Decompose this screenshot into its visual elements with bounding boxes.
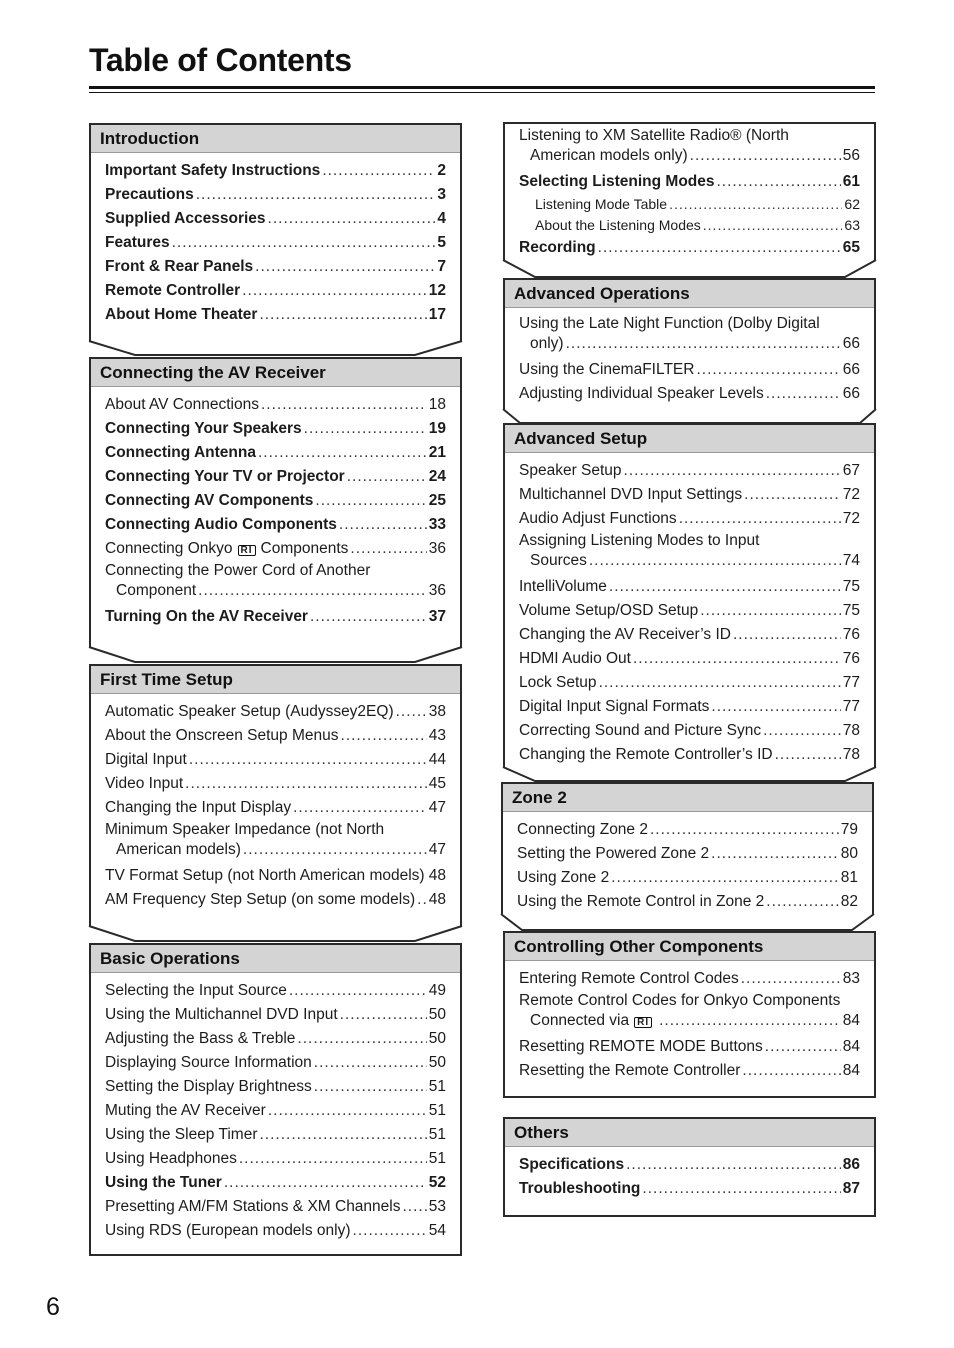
toc-entry-title: Resetting REMOTE MODE Buttons [519, 1038, 763, 1055]
toc-entry-title: Components [260, 540, 349, 557]
toc-page-number: 76 [842, 626, 860, 643]
toc-entry-title: Volume Setup/OSD Setup [519, 602, 699, 619]
toc-entry-title: Minimum Speaker Impedance (not North [105, 821, 385, 838]
toc-entry-title: About Home Theater [105, 306, 258, 323]
toc-page-number: 56 [842, 147, 860, 164]
toc-entry-title: Turning On the AV Receiver [105, 608, 308, 625]
toc-entry-title: Connecting Antenna [105, 444, 256, 461]
toc-entry-title: Digital Input [105, 751, 187, 768]
toc-entry-title: Listening Mode Table [535, 196, 668, 212]
toc-entry[interactable] [519, 1035, 860, 1059]
toc-entry-title: Lock Setup [519, 674, 597, 691]
toc-entry-title: Using the Sleep Timer [105, 1126, 258, 1143]
section-heading: Others [505, 1119, 874, 1147]
toc-page-number: 62 [844, 196, 860, 212]
dot-leader [659, 1011, 841, 1031]
toc-entry-title: Resetting the Remote Controller [519, 1062, 741, 1079]
toc-page-number: 47 [428, 841, 446, 858]
toc-entry-title: Connecting Audio Components [105, 516, 337, 533]
toc-page-number: 49 [428, 982, 446, 999]
toc-entry-title: Speaker Setup [519, 462, 622, 479]
toc-page-number: 87 [842, 1180, 860, 1197]
toc-entry-title: Setting the Powered Zone 2 [517, 845, 710, 862]
toc-entry-title: Muting the AV Receiver [105, 1102, 266, 1119]
toc-page-number: 66 [842, 335, 860, 352]
toc-page-number: 2 [437, 162, 446, 179]
section-heading: Advanced Setup [505, 425, 874, 453]
toc-entry-title: Troubleshooting [519, 1180, 641, 1197]
toc-page-number: 48 [428, 867, 446, 884]
toc-page-number: 18 [428, 396, 446, 413]
toc-page-number: 75 [842, 578, 860, 595]
toc-entry[interactable] [519, 991, 860, 1035]
dot-leader [642, 1177, 840, 1201]
toc-page-number: 36 [428, 582, 446, 599]
toc-page-number: 48 [428, 891, 446, 908]
toc-page-number: 7 [437, 258, 446, 275]
toc-page-number: 54 [428, 1222, 446, 1239]
toc-entry-title: Automatic Speaker Setup (Audyssey2EQ) [105, 703, 394, 720]
toc-entry-title: Using the Multichannel DVD Input [105, 1006, 338, 1023]
toc-entry-title: Video Input [105, 775, 184, 792]
toc-entry-title-cont: Connected via [530, 1012, 630, 1029]
toc-entry-title: Selecting the Input Source [105, 982, 287, 999]
toc-entry-title-cont: Component [116, 582, 197, 599]
toc-page-number: 77 [842, 674, 860, 691]
toc-entry-title: Specifications [519, 1156, 625, 1173]
toc-page-number: 43 [428, 727, 446, 744]
page-number: 6 [46, 1293, 60, 1321]
section-heading: Connecting the AV Receiver [91, 359, 460, 387]
toc-entry-title: IntelliVolume [519, 578, 607, 595]
toc-page-number: 78 [842, 746, 860, 763]
toc-page-number: 77 [842, 698, 860, 715]
dot-leader [741, 967, 841, 991]
toc-entry[interactable] [519, 967, 860, 991]
dot-leader [765, 1035, 841, 1059]
toc-page-number: 72 [842, 486, 860, 503]
toc-entry-title: Assigning Listening Modes to Input [519, 532, 760, 549]
toc-entry-title: Features [105, 234, 170, 251]
toc-entry-title: HDMI Audio Out [519, 650, 631, 667]
toc-page-number: 37 [428, 608, 446, 625]
toc-page-number: 63 [844, 217, 860, 233]
toc-entry-title: Displaying Source Information [105, 1054, 312, 1071]
toc-entry-title: Using RDS (European models only) [105, 1222, 351, 1239]
toc-page-number: 44 [428, 751, 446, 768]
section-heading: Basic Operations [91, 945, 460, 973]
section-others [503, 1117, 876, 1217]
toc-entry-title: Selecting Listening Modes [519, 173, 715, 190]
toc-page-number: 50 [428, 1006, 446, 1023]
toc-entry-title: Recording [519, 239, 596, 256]
section-heading: Introduction [91, 125, 460, 153]
toc-page-number: 78 [842, 722, 860, 739]
toc-page-number: 67 [842, 462, 860, 479]
toc-page-number: 80 [840, 845, 858, 862]
toc-page-number: 84 [842, 1062, 860, 1079]
section-heading: Controlling Other Components [505, 933, 874, 961]
toc-page-number: 51 [428, 1150, 446, 1167]
toc-entry-title: Remote Control Codes for Onkyo Components [519, 992, 841, 1009]
toc-entry-title: About AV Connections [105, 396, 259, 413]
toc-entry-title: Using the Tuner [105, 1174, 222, 1191]
toc-page-number: 5 [437, 234, 446, 251]
toc-entry-title: Setting the Display Brightness [105, 1078, 312, 1095]
toc-entry-title: Adjusting the Bass & Treble [105, 1030, 296, 1047]
toc-page-number: 66 [842, 361, 860, 378]
toc-page-number: 61 [842, 173, 860, 190]
toc-entry-title: Using Headphones [105, 1150, 237, 1167]
toc-entry-title: Supplied Accessories [105, 210, 266, 227]
toc-entry-title: About the Listening Modes [535, 217, 701, 233]
toc-page-number: 4 [437, 210, 446, 227]
toc-entry-title: Connecting Your TV or Projector [105, 468, 345, 485]
toc-entry-title: Front & Rear Panels [105, 258, 254, 275]
section-heading: First Time Setup [91, 666, 460, 694]
toc-page-number: 51 [428, 1102, 446, 1119]
toc-page-number: 83 [842, 970, 860, 987]
section-heading: Zone 2 [503, 784, 872, 812]
toc-page-number: 17 [428, 306, 446, 323]
toc-entry-title: Precautions [105, 186, 194, 203]
toc-page-number: 50 [428, 1030, 446, 1047]
toc-entry-title-cont: American models) [116, 841, 241, 858]
toc-page-number: 74 [842, 552, 860, 569]
toc-page-number: 84 [842, 1012, 860, 1029]
toc-entry-title: Using the Remote Control in Zone 2 [517, 893, 765, 910]
toc-page-number: 75 [842, 602, 860, 619]
dot-leader [626, 1153, 841, 1177]
toc-entry-title: Presetting AM/FM Stations & XM Channels [105, 1198, 401, 1215]
toc-page-number: 50 [428, 1054, 446, 1071]
toc-page-number: 24 [428, 468, 446, 485]
toc-page-number: 72 [842, 510, 860, 527]
dot-leader [742, 1059, 840, 1083]
toc-page-number: 52 [428, 1174, 446, 1191]
toc-entry-title-cont: only) [530, 335, 564, 352]
toc-entry-title: Changing the AV Receiver’s ID [519, 626, 731, 643]
toc-page-number: 47 [428, 799, 446, 816]
toc-page-number: 76 [842, 650, 860, 667]
toc-entry-title: Connecting Zone 2 [517, 821, 648, 838]
toc-entry-title-cont: American models only) [530, 147, 688, 164]
toc-page-number: 79 [840, 821, 858, 838]
toc-entry-title: TV Format Setup (not North American models) [105, 867, 425, 884]
toc-page-number: 53 [428, 1198, 446, 1215]
toc-page-number: 12 [428, 282, 446, 299]
toc-page-number: 81 [840, 869, 858, 886]
toc-entry-title: Connecting Your Speakers [105, 420, 302, 437]
toc-page-number: 65 [842, 239, 860, 256]
toc-page-number: 45 [428, 775, 446, 792]
toc-page-number: 25 [428, 492, 446, 509]
toc-entry-title: Using the Late Night Function (Dolby Digital [519, 315, 820, 332]
toc-page-number: 3 [437, 186, 446, 203]
toc-entry-title: Changing the Remote Controller’s ID [519, 746, 773, 763]
toc-page-number: 19 [428, 420, 446, 437]
toc-entry-title: Connecting AV Components [105, 492, 314, 509]
toc-entry-continuation [519, 1011, 860, 1031]
toc-page-number: 33 [428, 516, 446, 533]
toc-page-number: 51 [428, 1078, 446, 1095]
toc-entry-title: Audio Adjust Functions [519, 510, 677, 527]
toc-page-number: 86 [842, 1156, 860, 1173]
page-title: Table of Contents [89, 42, 352, 78]
toc-entry-title: Remote Controller [105, 282, 241, 299]
toc-page-number: 21 [428, 444, 446, 461]
toc-entry-title: Entering Remote Control Codes [519, 970, 739, 987]
toc-entry-title: Using the CinemaFILTER [519, 361, 695, 378]
toc-entry[interactable] [519, 1177, 860, 1201]
toc-entry[interactable] [519, 1059, 860, 1083]
toc-page-number: 38 [428, 703, 446, 720]
toc-page-number: 84 [842, 1038, 860, 1055]
onkyo-ri-icon: RI [238, 545, 256, 556]
toc-entry-title: Listening to XM Satellite Radio® (North [519, 127, 789, 144]
toc-entry[interactable] [519, 1153, 860, 1177]
onkyo-ri-icon: RI [634, 1017, 652, 1028]
section-heading: Advanced Operations [505, 280, 874, 308]
toc-entry-title: Correcting Sound and Picture Sync [519, 722, 762, 739]
toc-entry-title: Connecting Onkyo [105, 540, 233, 557]
toc-entry-title: Multichannel DVD Input Settings [519, 486, 743, 503]
toc-entry-title: Digital Input Signal Formats [519, 698, 710, 715]
toc-entry-title-cont: Sources [530, 552, 587, 569]
toc-page-number: 82 [840, 893, 858, 910]
section-controlling-other-components [503, 931, 876, 1098]
toc-entry-title: Using Zone 2 [517, 869, 610, 886]
toc-entry-title: AM Frequency Step Setup (on some models) [105, 891, 416, 908]
toc-entry-title: Adjusting Individual Speaker Levels [519, 385, 764, 402]
toc-entry-title: Important Safety Instructions [105, 162, 321, 179]
toc-entry-title: Changing the Input Display [105, 799, 292, 816]
toc-entry-title: About the Onscreen Setup Menus [105, 727, 339, 744]
toc-page-number: 51 [428, 1126, 446, 1143]
toc-page-number: 36 [428, 540, 446, 557]
toc-page-number: 66 [842, 385, 860, 402]
toc-entry-title: Connecting the Power Cord of Another [105, 562, 371, 579]
